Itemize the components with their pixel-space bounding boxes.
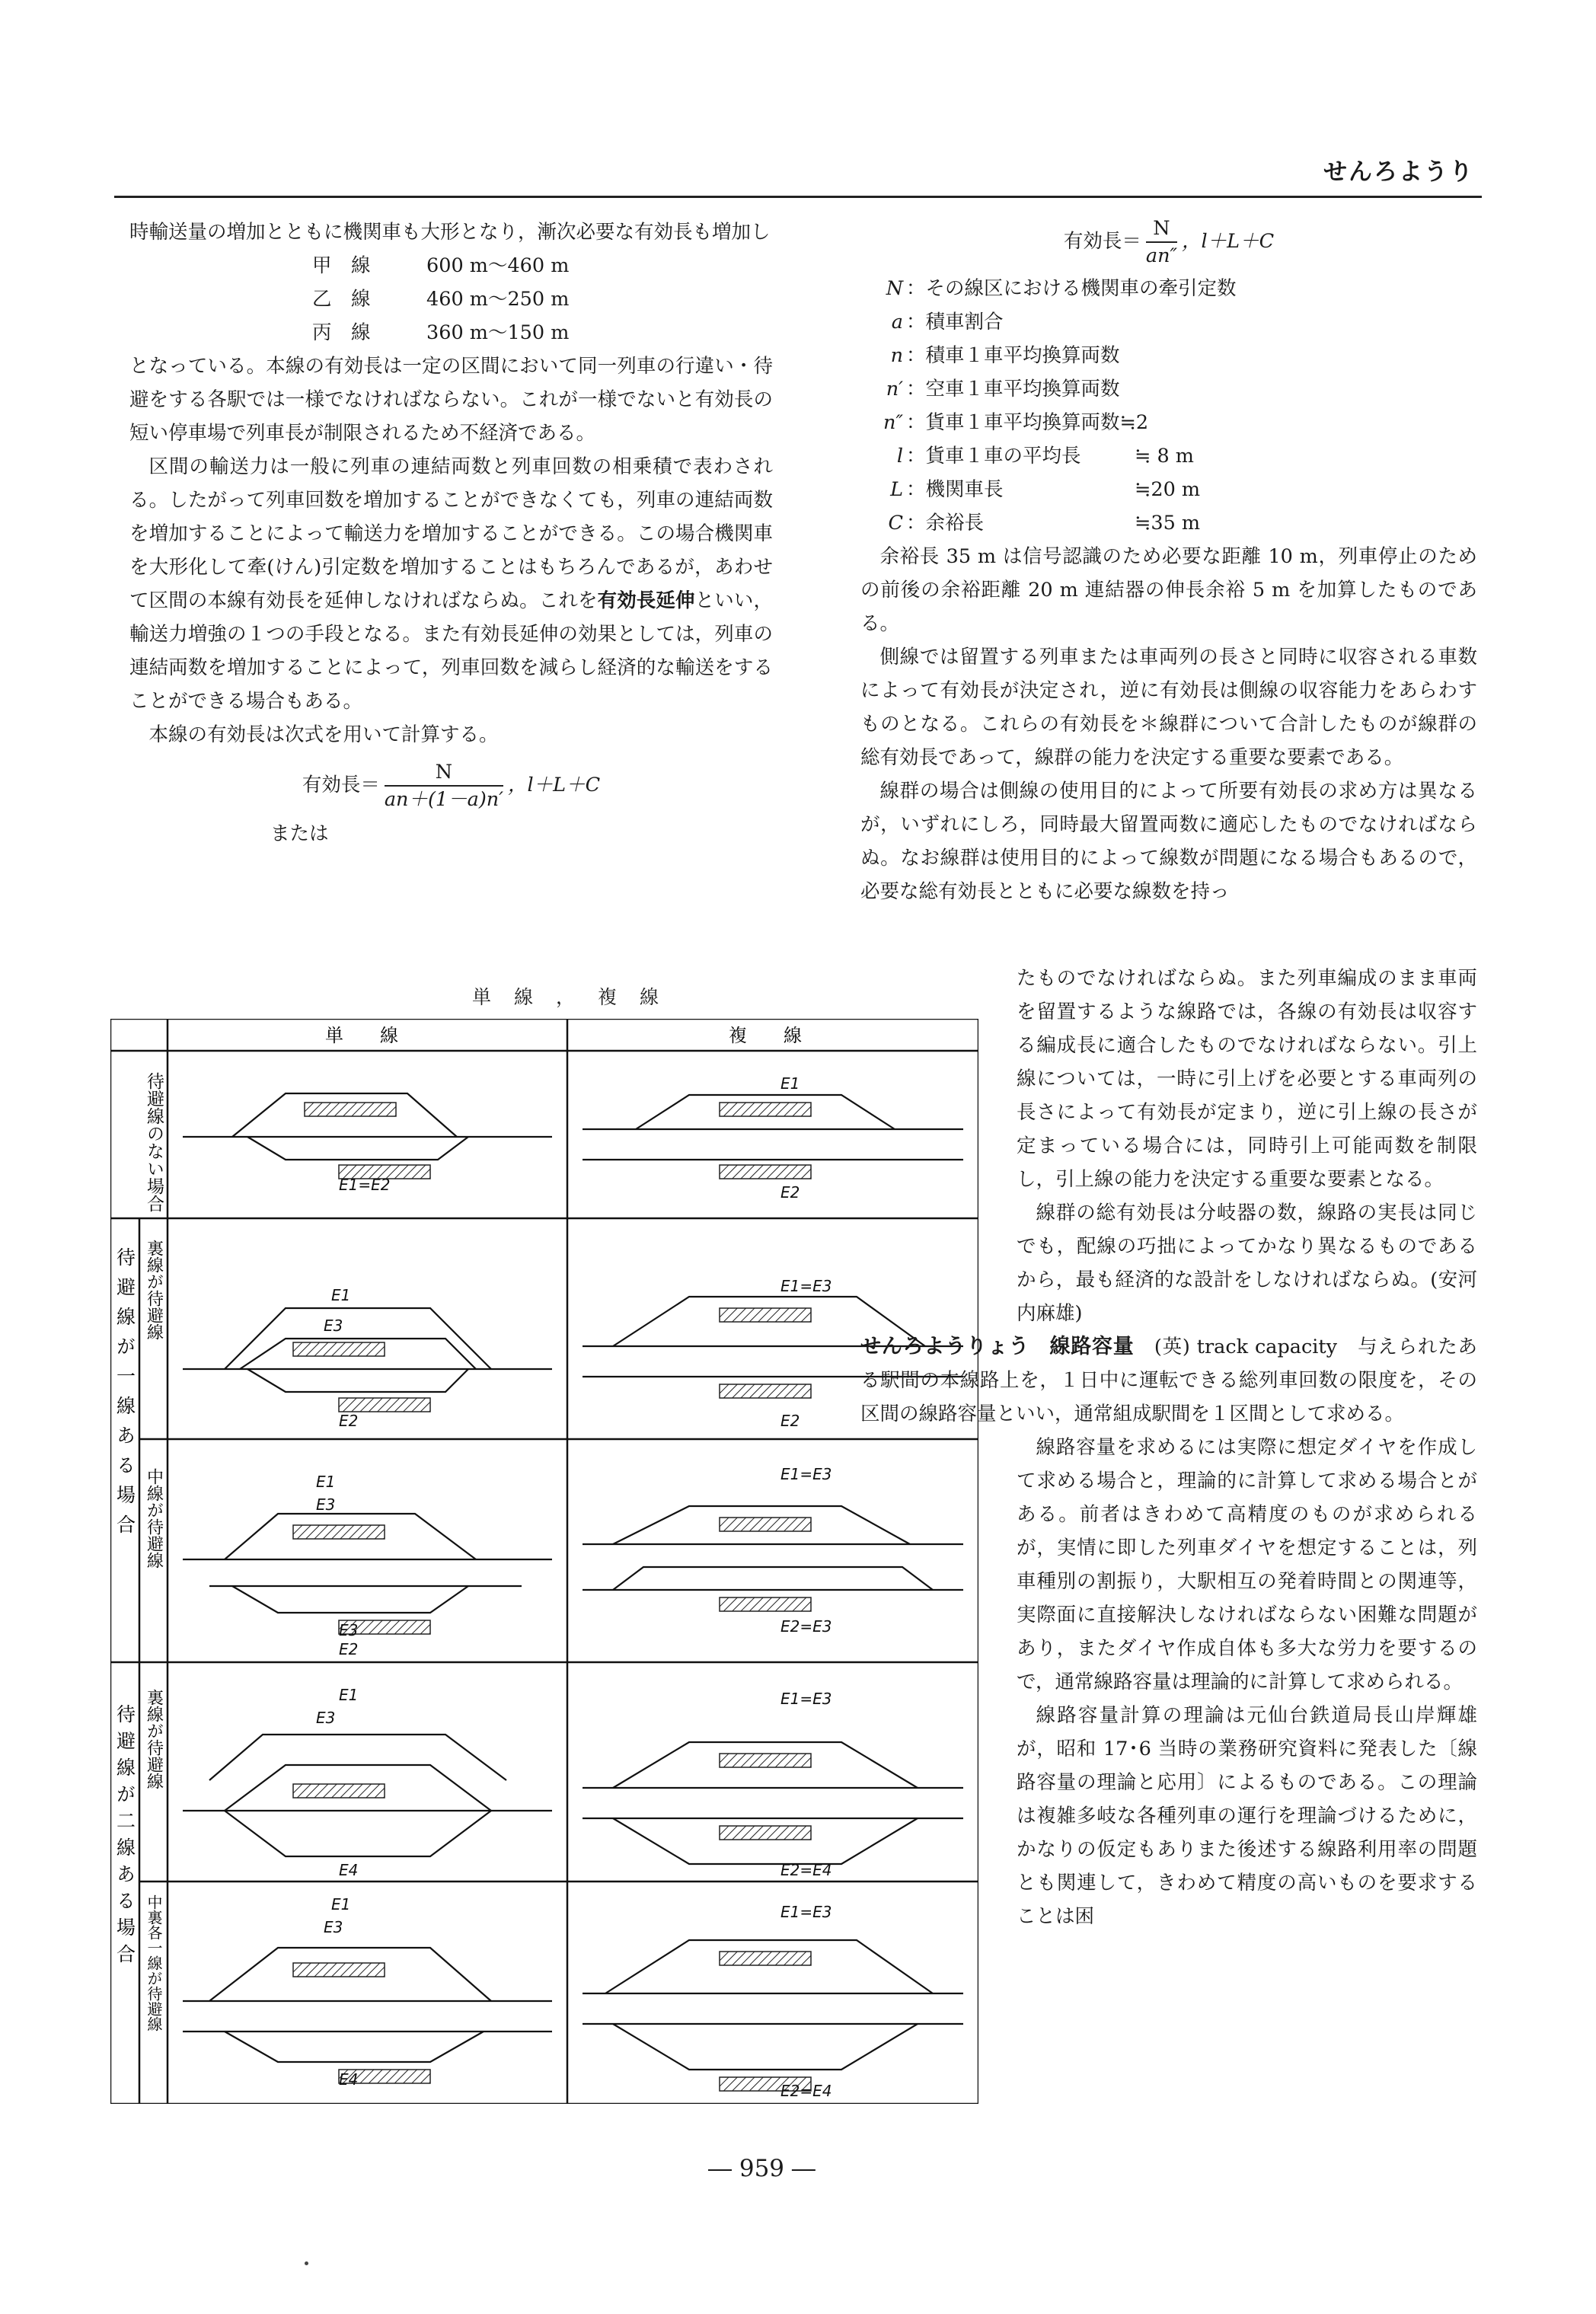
- dictionary-entry: [860, 1330, 1477, 1431]
- def-symbol: n″: [883, 411, 903, 434]
- paragraph: 時輸送量の増加とともに機関車も大形となり，漸次必要な有効長も増加し: [129, 221, 771, 244]
- col-header-single: 単 線: [325, 1025, 398, 1046]
- length-label: E2: [780, 1183, 800, 1202]
- col-header-double: 複 線: [729, 1025, 802, 1046]
- row-label-back-lines: 裏線が待避線: [144, 1689, 164, 1789]
- row-label-middle-line: 中線が待避線: [144, 1468, 164, 1569]
- right-column: [860, 215, 1477, 908]
- or-text: または: [270, 822, 329, 845]
- right-column-narrow: [860, 962, 1477, 1933]
- length-label: E2=E4: [780, 1861, 832, 1879]
- length-label: E4: [339, 1861, 359, 1879]
- numerator: N: [1146, 215, 1177, 243]
- fraction: [385, 759, 503, 812]
- paragraph: 線群の総有効長は分岐器の数，線路の実長は同じでも，配線の巧拙によってかなり異なるものであるから，最も経済的な設計をしなければならぬ。(安河内麻雄): [1017, 1202, 1477, 1325]
- def-desc: ：機関車長: [906, 478, 1004, 501]
- row-label-back-line: 裏線が待避線: [144, 1240, 164, 1340]
- formula-1: [129, 759, 773, 812]
- paragraph: 本線の有効長は次式を用いて計算する。: [148, 723, 499, 746]
- row-label-no-siding: 待避線のない場合: [144, 1072, 164, 1212]
- group-label-one-siding: 待避線が一線ある場合: [113, 1247, 136, 1544]
- range-value: 460 m～250 m: [426, 288, 570, 311]
- length-label: E1: [339, 1686, 359, 1704]
- paragraph: 側線では留置する列車または車両列の長さと同時に収容される車数によって有効長が決定され，逆に有効長は側線の収容能力をあらわすものとなる。これらの有効長を＊線群について合計したものが線群の総有効長であって，線群の能力を決定する重要な要素である。: [860, 646, 1477, 769]
- length-label: E3: [339, 1621, 359, 1639]
- length-label: E4: [339, 2070, 359, 2089]
- figure-title: 単線，複線: [472, 986, 682, 1008]
- def-value: ≒35 m: [1135, 512, 1201, 535]
- length-label: E2=E4: [780, 2082, 832, 2100]
- bold-term: 有効長延伸: [597, 589, 695, 612]
- left-column: [129, 215, 773, 851]
- range-value: 360 m～150 m: [426, 321, 570, 344]
- formula-rest: ，l＋L＋C: [508, 774, 601, 796]
- formula-lhs: 有効長＝: [1063, 230, 1141, 253]
- length-label: E3: [324, 1317, 343, 1335]
- length-label: E1: [331, 1286, 351, 1304]
- def-desc: ：貨車１車の平均長: [906, 445, 1081, 468]
- fraction: [1146, 215, 1177, 269]
- length-label: E1=E2: [339, 1176, 391, 1194]
- length-label: E3: [324, 1918, 343, 1936]
- length-label: E3: [316, 1495, 336, 1514]
- def-desc: ：積車１車平均換算両数: [906, 344, 1120, 367]
- def-desc: ：余裕長: [906, 512, 985, 535]
- def-symbol: a: [891, 311, 903, 334]
- paragraph: [129, 450, 773, 718]
- paragraph: 線路容量を求めるには実際に想定ダイヤを作成して求める場合と，理論的に計算して求める場合とがある。前者はきわめて高精度のものが求められるが，実情に即した列車ダイヤを想定することは，列車種別の割振り，大駅相互の発着時間との関連等，実際面に直接解決しなければならない困難な問題があり，またダイヤ作成自体も多大な労力を要するので，通常線路容量は理論的に計算して求められる。: [1017, 1436, 1477, 1693]
- group-label-two-sidings: 待避線が二線ある場合: [113, 1704, 136, 1971]
- def-desc: ：空車１車平均換算両数: [906, 378, 1120, 401]
- numerator: N: [385, 759, 503, 787]
- def-value: ≒ 8 m: [1135, 445, 1194, 468]
- formula-lhs: 有効長＝: [302, 774, 380, 796]
- platforms: [293, 1103, 811, 2091]
- def-value: ≒20 m: [1135, 478, 1201, 501]
- range-name: 丙 線: [312, 321, 371, 344]
- range-name: 甲 線: [312, 254, 371, 277]
- def-desc: ：積車割合: [906, 311, 1004, 334]
- length-label: E1: [331, 1895, 351, 1913]
- formula-2: [860, 215, 1477, 269]
- def-desc: ：その線区における機関車の牽引定数: [906, 277, 1237, 300]
- length-label: E1=E3: [780, 1465, 832, 1483]
- paragraph: たものでなければならぬ。また列車編成のまま車両を留置するような線路では，各線の有効長は収容する編成長に適合したものでなければならない。引上線については，一時に引上げを必要とする車両列の長さによって有効長が定まり，逆に引上線の長さが定まっている場合には，同時引上可能両数を制限し，引上線の能力を決定する重要な要素となる。: [1017, 967, 1477, 1191]
- entry-text: (英) track capacity 与えられたある駅間の本線路上を，１日中に運転できる総列車回数の限度を，その区間の線路容量といい，通常組成駅間を１区間として求める。: [860, 1336, 1477, 1425]
- def-symbol: N: [886, 277, 903, 300]
- length-label: E2: [339, 1640, 359, 1658]
- symbol-definitions: [860, 272, 1477, 540]
- length-label: E1: [316, 1473, 336, 1491]
- paragraph: 線群の場合は側線の使用目的によって所要有効長の求め方は異なるが，いずれにしろ，同時最大留置両数に適応したものでなければならぬ。なお線群は使用目的によって線数が問題になる場合もあるので，必要な総有効長とともに必要な線数を持っ: [860, 780, 1477, 903]
- entry-kana: せんろようりょう: [860, 1335, 1030, 1358]
- length-label: E2: [780, 1412, 800, 1430]
- def-symbol: l: [896, 445, 903, 468]
- denominator: an＋(1－a)n′: [384, 788, 504, 811]
- denominator: an″: [1145, 244, 1178, 267]
- length-label: E2=E3: [780, 1617, 832, 1636]
- range-name: 乙 線: [312, 288, 371, 311]
- text-run: といい，輸送力増強の１つの手段となる。また有効長延伸の効果としては，列車の連結両数を増加することによって，列車回数を減らし経済的な輸送をすることができる場合もある。: [129, 589, 773, 713]
- def-symbol: C: [888, 512, 903, 535]
- row-label-middle-back: 中裏各一線が待避線: [145, 1894, 163, 2032]
- gauge-range-list: [312, 249, 773, 349]
- def-desc: ：貨車１車平均換算両数≒2: [906, 411, 1149, 434]
- track-diagrams: [183, 1093, 963, 2070]
- entry-title: 線路容量: [1049, 1335, 1135, 1358]
- def-symbol: n: [890, 344, 903, 367]
- paragraph: 線路容量計算の理論は元仙台鉄道局長山岸輝雄が，昭和 17･6 当時の業務研究資料に発表した〔線路容量の理論と応用〕によるものである。この理論は複雑多岐な各種列車の運行を理論づけるために，かなりの仮定もありまた後述する線路利用率の問題とも関連して，きわめて精度の高いものを要求することは困: [1017, 1704, 1477, 1928]
- length-label: E3: [316, 1709, 336, 1727]
- paragraph: 余裕長 35 m は信号認識のため必要な距離 10 m，列車停止のための前後の余裕距離 20 m 連結器の伸長余裕 5 m を加算したものである。: [860, 545, 1477, 635]
- formula-rest: ，l＋L＋C: [1182, 230, 1275, 253]
- running-header: せんろようり: [1323, 158, 1474, 186]
- scan-speck: [305, 2261, 308, 2265]
- length-label: E1=E3: [780, 1690, 832, 1708]
- paragraph: となっている。本線の有効長は一定の区間において同一列車の行違い・待避をする各駅では一様でなければならない。これが一様でないと有効長の短い停車場で列車長が制限されるため不経済である。: [129, 355, 773, 445]
- page-number: ― 959 ―: [708, 2155, 816, 2182]
- length-label: E2: [339, 1412, 359, 1430]
- length-label: E1=E3: [780, 1903, 832, 1921]
- length-label: E1=E3: [780, 1277, 832, 1295]
- def-symbol: n′: [886, 378, 903, 401]
- track-layout-figure: [110, 1019, 978, 2104]
- length-label: E1: [780, 1074, 800, 1093]
- range-value: 600 m～460 m: [426, 254, 570, 277]
- text-run: 区間の輸送力は一般に列車の連結両数と列車回数の相乗積で表わされる。したがって列車回数を増加することができなくても，列車の連結両数を増加することによって輸送力を増加することができる。この場合機関車を大形化して牽(けん)引定数を増加することはもちろんであるが，あわせて区間の本線有効長を延伸しなければならぬ。これを: [129, 455, 773, 612]
- def-symbol: L: [890, 478, 903, 501]
- header-rule: [114, 196, 1482, 198]
